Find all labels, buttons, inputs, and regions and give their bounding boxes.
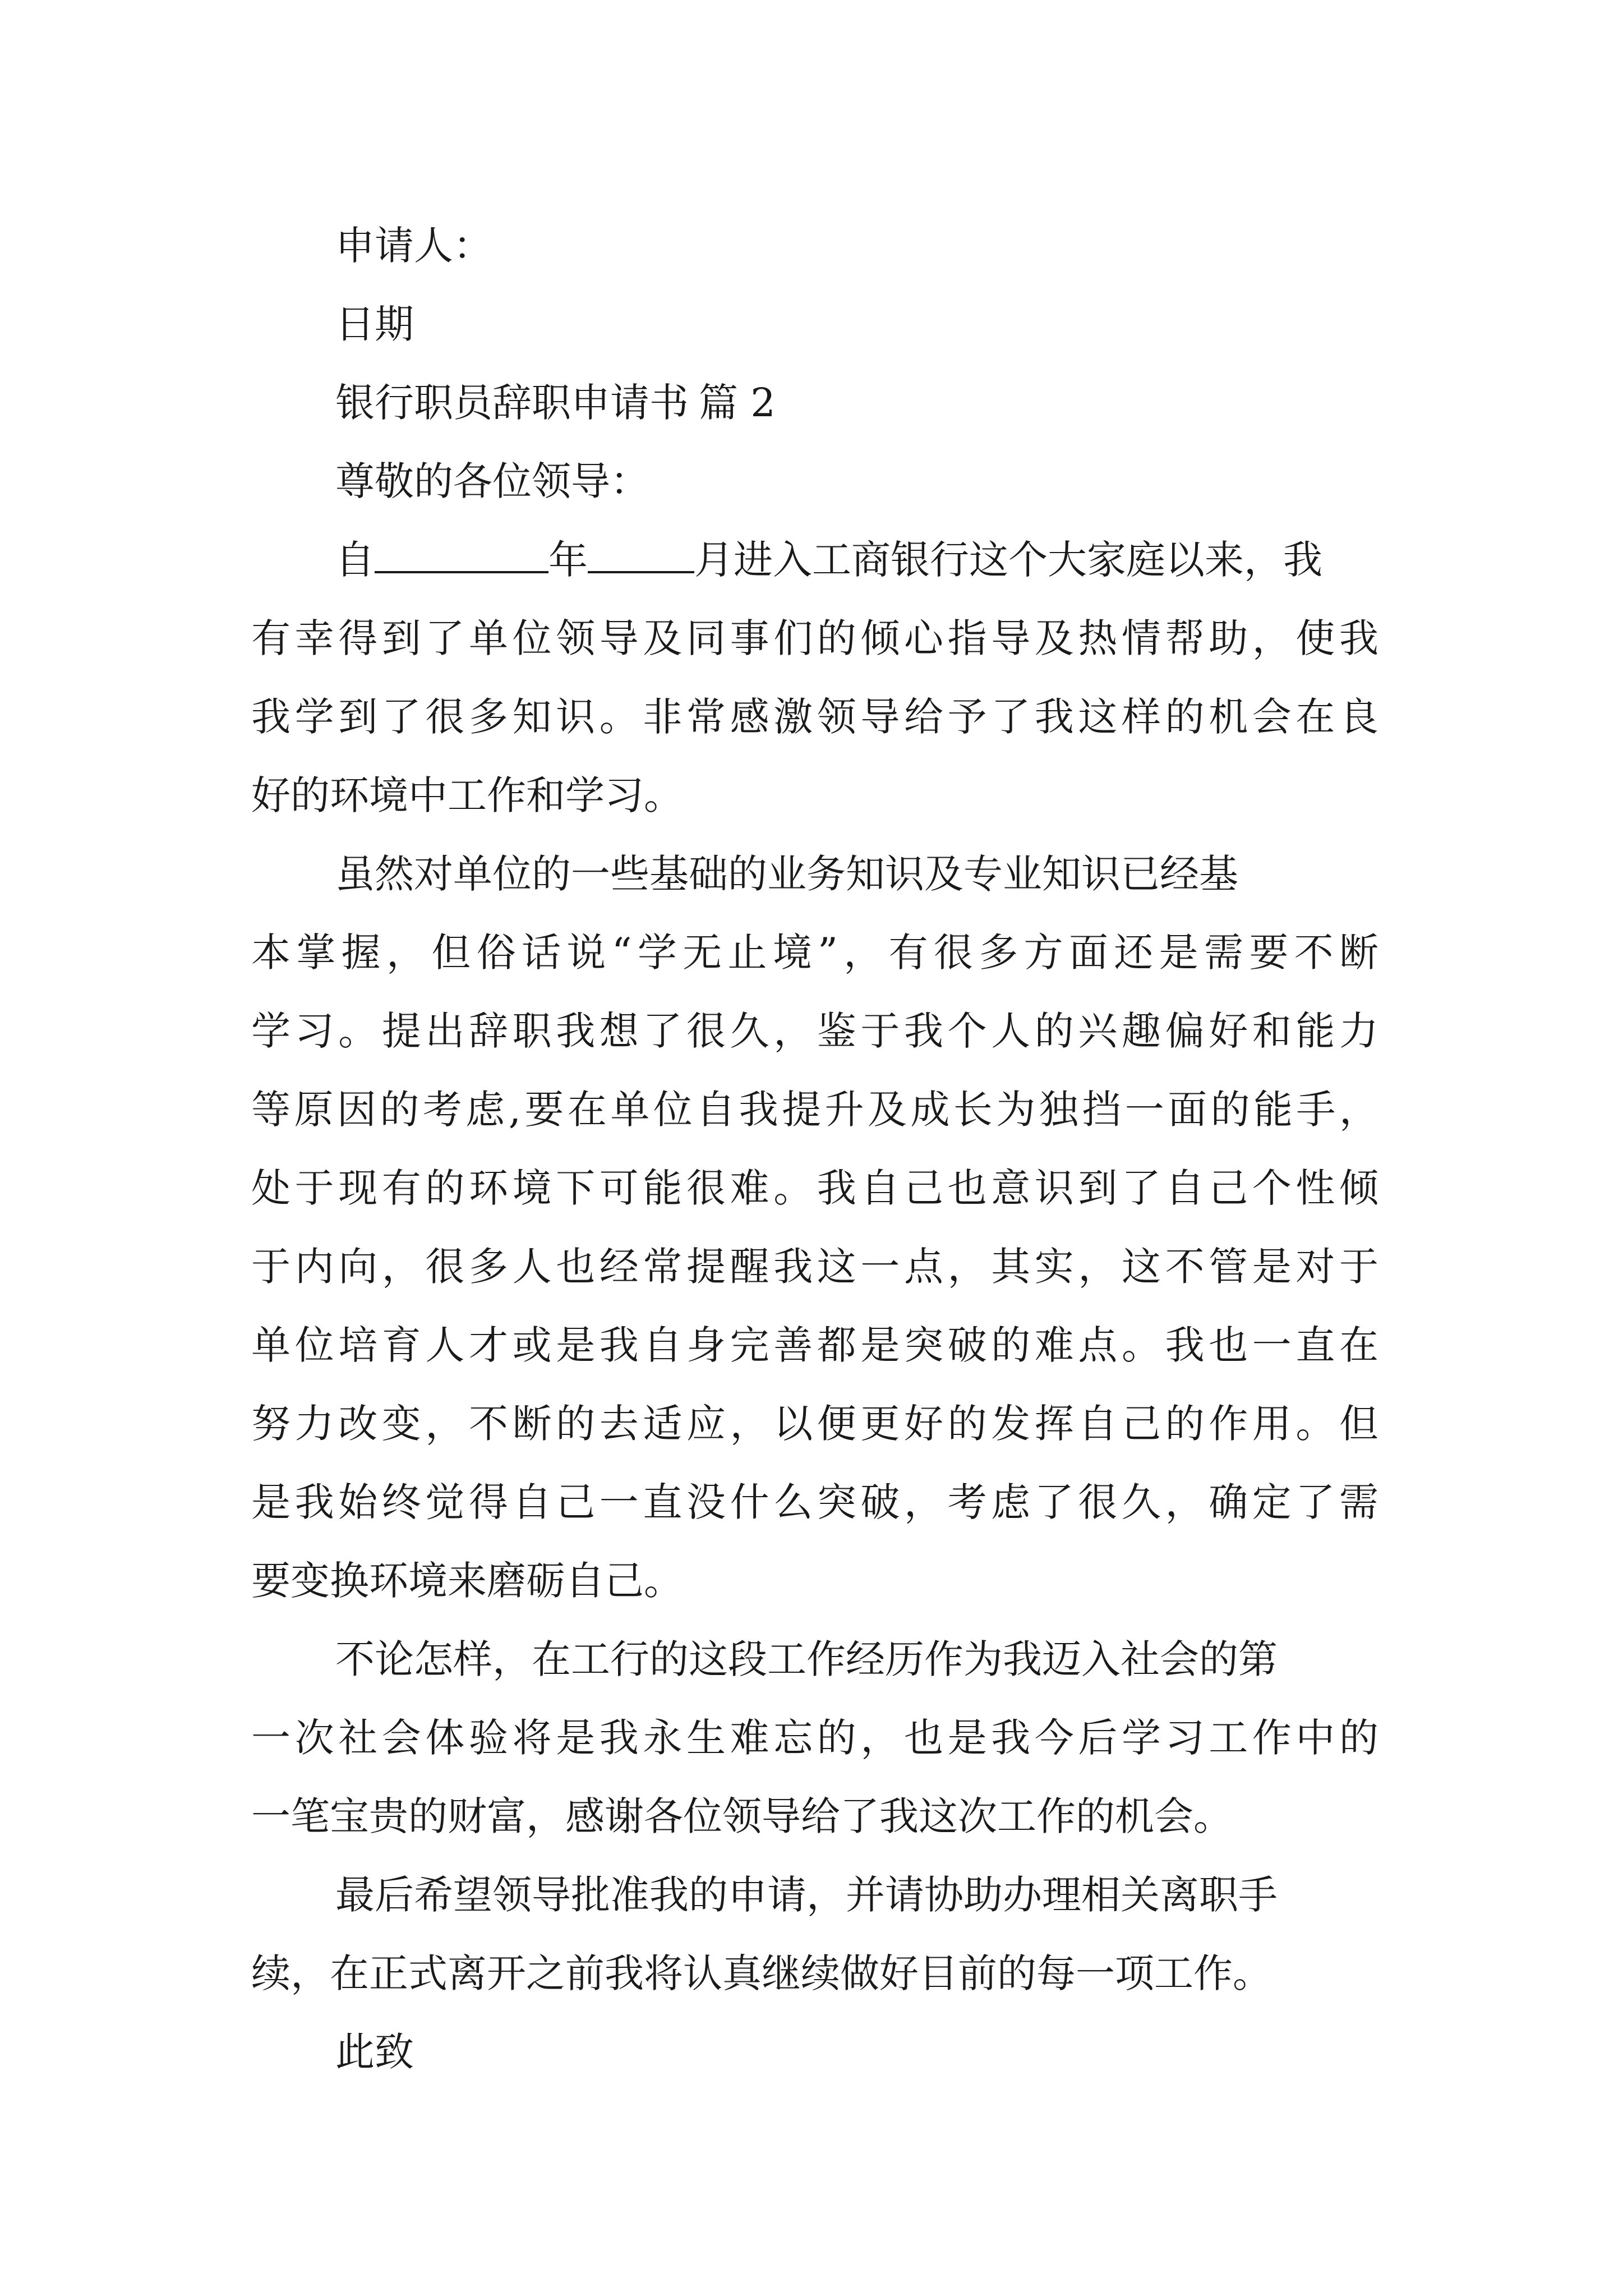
closing: 此致 xyxy=(335,2029,414,2075)
paragraph-3-line-2: 一次社会体验将是我永生难忘的，也是我今后学习工作中的 xyxy=(251,1715,1378,1761)
p1-year-text: 年 xyxy=(548,537,588,583)
paragraph-1-line-2: 有幸得到了单位领导及同事们的倾心指导及热情帮助，使我 xyxy=(251,615,1378,661)
paragraph-4-line-1: 最后希望领导批准我的申请，并请协助办理相关离职手 xyxy=(335,1872,1278,1918)
date-label: 日期 xyxy=(335,301,414,347)
paragraph-2-line-7: 单位培育人才或是我自身完善都是突破的难点。我也一直在 xyxy=(251,1322,1378,1368)
paragraph-1-line-1 xyxy=(251,521,1378,599)
paragraph-2-line-10: 要变换环境来磨砺自己。 xyxy=(251,1558,683,1604)
paragraph-2-line-8: 努力改变，不断的去适应，以便更好的发挥自己的作用。但 xyxy=(251,1401,1378,1447)
year-blank xyxy=(375,536,548,573)
paragraph-2-line-4: 等原因的考虑,要在单位自我提升及成长为独挡一面的能手， xyxy=(251,1087,1378,1133)
paragraph-2-line-5: 处于现有的环境下可能很难。我自己也意识到了自己个性倾 xyxy=(251,1165,1378,1211)
section-title: 银行职员辞职申请书 xyxy=(335,380,689,426)
paragraph-2-line-9: 是我始终觉得自己一直没什么突破，考虑了很久，确定了需 xyxy=(251,1479,1378,1525)
p1-rest-text: 月进入工商银行这个大家庭以来，我 xyxy=(694,537,1322,583)
salutation: 尊敬的各位领导： xyxy=(335,458,649,504)
paragraph-2-line-3: 学习。提出辞职我想了很久，鉴于我个人的兴趣偏好和能力 xyxy=(251,1008,1378,1054)
paragraph-1-line-4: 好的环境中工作和学习。 xyxy=(251,772,683,818)
paragraph-3-line-1: 不论怎样，在工行的这段工作经历作为我迈入社会的第 xyxy=(335,1636,1278,1682)
month-blank xyxy=(588,536,694,573)
document-body xyxy=(251,206,1378,2091)
paragraph-3-line-3: 一笔宝贵的财富，感谢各位领导给了我这次工作的机会。 xyxy=(251,1793,1233,1839)
section-heading xyxy=(251,364,1378,442)
paragraph-1-line-3: 我学到了很多知识。非常感激领导给予了我这样的机会在良 xyxy=(251,694,1378,740)
paragraph-2-line-1: 虽然对单位的一些基础的业务知识及专业知识已经基 xyxy=(335,851,1238,897)
paragraph-4-line-2: 续，在正式离开之前我将认真继续做好目前的每一项工作。 xyxy=(251,1950,1272,1996)
section-number: 篇 2 xyxy=(699,380,776,426)
p1-start-text: 自 xyxy=(335,537,375,583)
paragraph-2-line-6: 于内向，很多人也经常提醒我这一点，其实，这不管是对于 xyxy=(251,1244,1378,1290)
paragraph-2-line-2: 本掌握，但俗话说“学无止境”，有很多方面还是需要不断 xyxy=(251,930,1378,976)
applicant-label: 申请人： xyxy=(335,223,492,269)
